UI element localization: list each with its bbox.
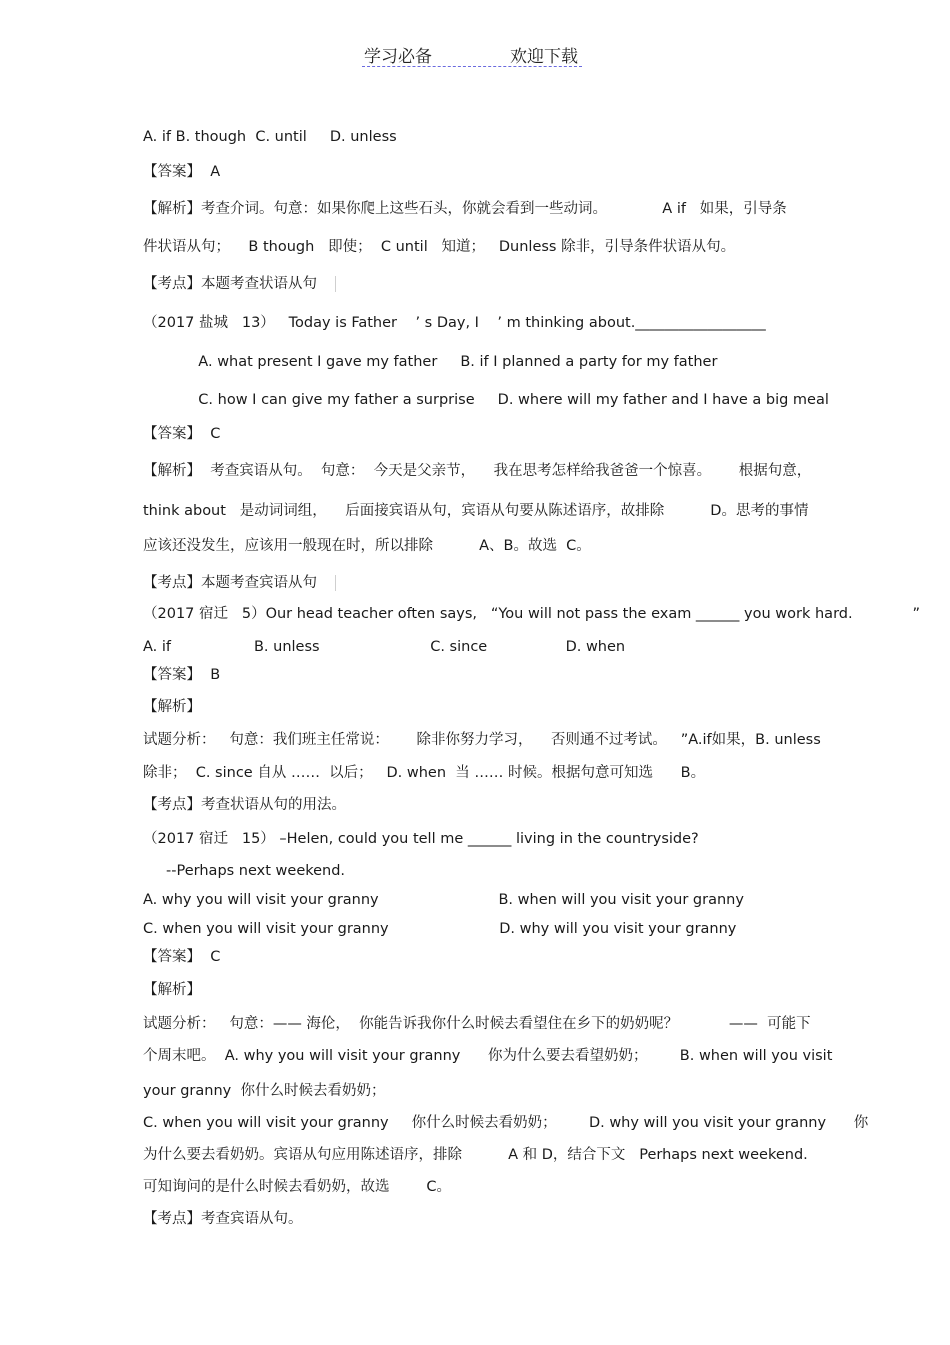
options-line: A. what present I gave my father B. if I planned a party for my father	[143, 354, 718, 370]
analysis-line: 【解析】考查介词。句意：如果你爬上这些石头，你就会看到一些动词。 A if 如果，引导条	[143, 201, 787, 217]
analysis-line: 个周末吧。 A. why you will visit your granny 你为什么要去看望奶奶； B. when will you visit	[143, 1048, 833, 1064]
analysis-line: 试题分析： 句意：我们班主任常说： 除非你努力学习， 否则通不过考试。 ”A.if如果，B. unless	[143, 732, 821, 748]
analysis-line: think about 是动词词组， 后面接宾语从句，宾语从句要从陈述语序，故排除 D。思考的事情	[143, 503, 809, 519]
analysis-line: C. when you will visit your granny 你什么时候去看奶奶； D. why will you visit your granny 你	[143, 1115, 869, 1131]
analysis-line: your granny 你什么时候去看奶奶；	[143, 1083, 386, 1099]
options-line: A. why you will visit your granny B. when will you visit your granny	[143, 892, 744, 908]
options-line: C. when you will visit your granny D. why will you visit your granny	[143, 921, 737, 937]
question-line: （2017 盐城 13） Today is Father ’ s Day, I ’ m thinking about.__________________	[143, 315, 766, 331]
analysis-line: 【解析】 考查宾语从句。 句意： 今天是父亲节， 我在思考怎样给我爸爸一个惊喜。 根据句意，	[143, 463, 812, 479]
question-line: （2017 宿迁 5）Our head teacher often says, “You will not pass the exam ______ you work hard. ”	[143, 606, 921, 622]
kaodian-text: 【考点】本题考查宾语从句	[143, 575, 336, 591]
answer-line: 【答案】 C	[143, 426, 221, 442]
kaodian-line	[143, 573, 336, 593]
analysis-line: 为什么要去看奶奶。宾语从句应用陈述语序，排除 A 和 D，结合下文 Perhaps next weekend.	[143, 1147, 808, 1163]
analysis-line: 可知询问的是什么时候去看奶奶，故选 C。	[143, 1179, 451, 1195]
kaodian-line: 【考点】考查状语从句的用法。	[143, 797, 346, 813]
options-line: A. if B. though C. until D. unless	[143, 129, 397, 145]
answer-line: 【答案】 A	[143, 164, 221, 180]
answer-line: 【答案】 C	[143, 949, 221, 965]
header-left-text: 学习必备	[364, 47, 432, 67]
header-right-text: 欢迎下载	[510, 47, 578, 67]
answer-line: 【答案】 B	[143, 667, 221, 683]
kaodian-line	[143, 274, 336, 294]
kaodian-line: 【考点】考查宾语从句。	[143, 1211, 303, 1227]
analysis-line: 件状语从句； B though 即使； C until 知道； Dunless 除非，引导条件状语从句。	[143, 239, 736, 255]
options-line: C. how I can give my father a surprise D. where will my father and I have a big meal	[143, 392, 829, 408]
kaodian-text: 【考点】本题考查状语从句	[143, 276, 336, 292]
dialogue-line: --Perhaps next weekend.	[143, 863, 346, 879]
page-header	[362, 40, 582, 67]
options-line: A. if B. unless C. since D. when	[143, 639, 626, 655]
analysis-heading: 【解析】	[143, 982, 201, 998]
analysis-line: 除非； C. since 自从 …… 以后； D. when 当 …… 时候。根据句意可知选 B。	[143, 765, 706, 781]
analysis-heading: 【解析】	[143, 699, 201, 715]
question-line: （2017 宿迁 15） –Helen, could you tell me ______ living in the countryside?	[143, 831, 699, 847]
analysis-line: 试题分析： 句意：—— 海伦， 你能告诉我你什么时候去看望住在乡下的奶奶呢？ —— 可能下	[143, 1016, 811, 1032]
analysis-line: 应该还没发生，应该用一般现在时，所以排除 A、B。故选 C。	[143, 538, 591, 554]
